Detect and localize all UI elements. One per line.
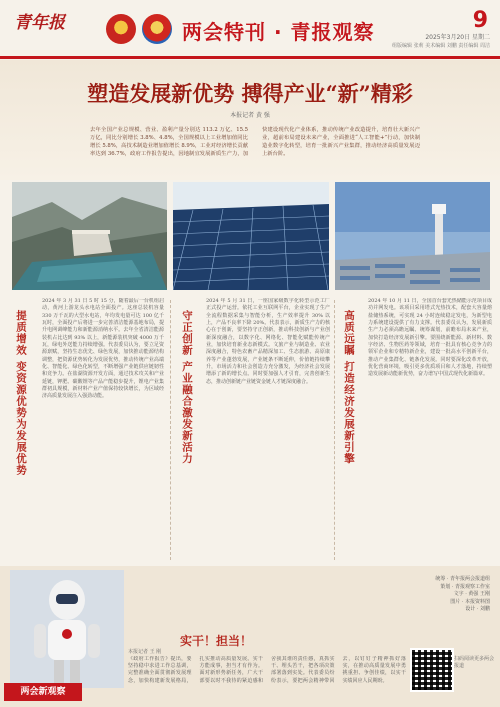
- page-number: 9: [472, 8, 488, 33]
- commentary-title: 实干！担当！: [180, 634, 253, 648]
- column-divider: [334, 300, 335, 560]
- page-headline: 塑造发展新优势 搏得产业“新”精彩: [87, 81, 413, 106]
- masthead: [0, 0, 500, 58]
- qr-code-icon[interactable]: [410, 648, 454, 692]
- solar-farm-photo: [173, 182, 329, 290]
- section-body-1: [42, 298, 164, 566]
- masthead-divider: [0, 56, 500, 59]
- commentary-author: 本报记者 王 刚: [128, 649, 162, 655]
- national-emblem-icon: [106, 14, 136, 44]
- section-subhead-1: 提质增效 变资源优势为发展优势: [15, 310, 27, 476]
- production-credits: 统筹 · 青年报两会报道组 策划 · 青报观察工作室 文字 · 黄强 王刚 图片 · 本报资料图 设计 · 刘鹏: [435, 576, 490, 612]
- commentary-body: 《政府工作报告》提出，要坚持稳中求进工作总基调，完整准确全面贯彻新发展理念，加快构建新发展格局，扎实推动高质量发展。实干方能成事，担当才有作为。面对新形势新任务，广大干部要以时不我待的紧迫感和舍我其谁的责任感，真抓实干、埋头苦干，把各项决策部署落到实处。代表委员纷纷表示，要把两会精神带回去，以钉钉子精神抓好落实，在推动高质量发展中勇挑重担、争创佳绩，以实干实绩回应人民期盼。: [128, 656, 406, 684]
- section-text-1: 2024 年 3 月 31 日 5 时 15 分，随着最后一台机组启动，黄河上游龙头水电站全面投产。这座总装机容量 330 万千瓦的大型水电站，年均发电量可达 100 亿千瓦时，全面投产后将进一步完善清洁能源基地布局，提升电网调峰能力和新能源消纳水平。去年全省清洁能源装机占比达到 93% 以上，新能源装机突破 4000 万千瓦，绿电外送能力持续增强。代表委员认为，要立足资源禀赋，坚持生态优先、绿色发展，加快推动能源结构调整，把资源优势转化为发展优势，推动传统产业高端化、智能化、绿色化转型，不断增强产业链供应链韧性和竞争力。在盐湖资源开发方面，通过技术攻关和产业延链，钾肥、碳酸锂等产品产能稳步提升，锂电产业集群初具规模，新材料产业产值保持较快增长，为区域经济高质量发展注入强劲动能。: [42, 298, 164, 400]
- newspaper-logo: 青年报: [14, 13, 65, 33]
- solar-tower-photo: [335, 182, 490, 290]
- special-edition-title: 两会特刊 · 青报观察: [182, 20, 375, 44]
- section-text-3: 2024 年 10 月 11 日，全国首台套光热储能示范项目成功并网发电。该项目采用塔式光热技术，配套大容量熔盐储热系统，可实现 24 小时连续稳定发电，为新型电力系统建设提供了有力支撑。代表委员认为，发展新质生产力必须高瞻远瞩、统筹谋划，前瞻布局未来产业，加快打造经济发展新引擎。要围绕新能源、新材料、数字经济、生物医药等领域，培育一批具有核心竞争力的领军企业和专精特新企业，建设一批高水平创新平台，推动产业集群化、链条化发展。同时要深化改革开放，优化营商环境，吸引更多优质项目和人才落地，持续塑造发展新动能新优势，奋力谱写中国式现代化新篇章。: [368, 298, 492, 378]
- section-body-3: [368, 298, 492, 566]
- section-text-2: 2024 年 5 月 31 日，一座国家级数字化转型示范工厂正式投产运营。依托工业互联网平台，企业实现了生产全流程数据采集与智能分析，生产效率提升 30% 以上，产品不良率下降 20%。代表表示，新质生产力的核心在于创新，要坚持守正创新，推动科技创新与产业创新深度融合，以数字化、网络化、智能化赋能传统产业，加快培育新业态新模式。文旅产业与制造业、农业深度融合，特色农畜产品精深加工、生态旅游、高原康养等产业蓬勃发展，产业链条不断延伸，价值链持续攀升，市场活力和社会创造力充分激发，为经济社会发展增添了新的增长点。同时要加强人才引育，完善创新生态，推动创新链产业链资金链人才链深度融合。: [206, 298, 330, 385]
- section-subhead-2: 守正创新 产业融合激发新活力: [181, 310, 193, 465]
- editor-credits: 组版编辑 张莉 美术编辑 刘鹏 责任编辑 周洁: [392, 43, 490, 49]
- hydropower-dam-photo: [12, 182, 167, 290]
- section-body-2: [206, 298, 330, 566]
- byline: 本报记者 黄 强: [230, 112, 270, 119]
- issue-date: 2025年3月20日 星期二: [425, 34, 490, 41]
- cppcc-emblem-icon: [142, 14, 172, 44]
- section-subhead-3: 高质远瞩 打造经济发展新引擎: [343, 310, 355, 465]
- column-tag: 两会新观察: [4, 683, 82, 701]
- qr-caption: 扫码阅读更多两会报道: [454, 656, 495, 669]
- column-divider: [170, 300, 171, 560]
- lead-paragraph: 去年全国产业总规模、营业、盈利产量分别达 113.2 万亿、15.5 万亿，同比分别增长 3.8%、4.8%，全国规模以上工业增加值同比增长 5.8%，高技术制造业增加值增长 8.9%，工业对经济增长贡献率达到 36.7%，政府工作报告提出，因地制宜发展新质生产力，加快建设现代化产业体系，推动传统产业改造提升，培育壮大新兴产业，超前布局建设未来产业，全面推进“人工智能+”行动，加快制造业数字化转型，培育一批新兴产业集群，推动经济高质量发展迈上新台阶。: [90, 127, 420, 157]
- robot-illustration: [10, 570, 124, 688]
